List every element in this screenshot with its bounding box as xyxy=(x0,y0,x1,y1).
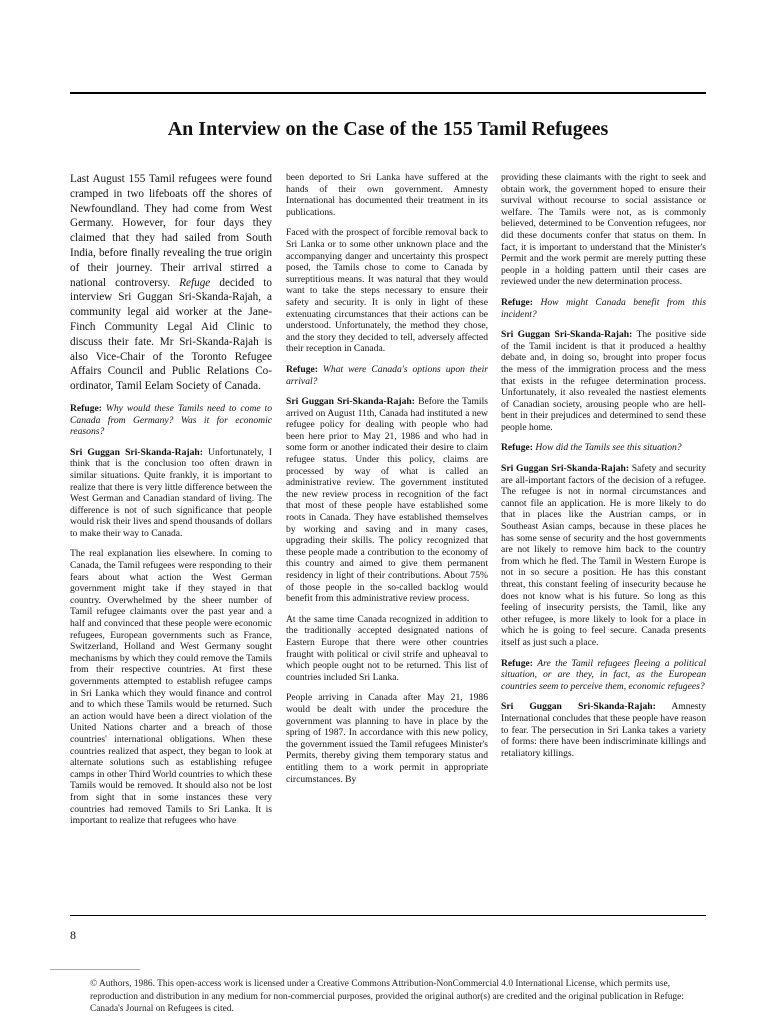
column-2 xyxy=(286,172,488,910)
lead-paragraph xyxy=(70,172,272,394)
speaker-label: Refuge: xyxy=(501,442,533,454)
body-paragraph: providing these claimants with the right to seek and obtain work, the government hoped to ensure their survival without recourse to social assistance or welfare. The Tamils were not, as is commonly believed, determined to be Convention refugees, nor did these documents confer that status on them. In fact, it is important to understand that the Minister's Permit and the work permit are merely putting these people in a holding pattern until their cases are reviewed under the new determination process. xyxy=(501,172,706,288)
page-number: 8 xyxy=(70,928,76,942)
lead-text: Last August 155 Tamil refugees were found cramped in two lifeboats off the shores of Newfoundland. They had come from West Germany. However, for four days they claimed that they had sailed from South India, before finally revealing the true origin of their journey. Their arrival stirred a national controversy. xyxy=(70,173,272,289)
question-text: What were Canada's options upon their arrival? xyxy=(286,363,488,387)
lead-text-continued: decided to interview Sri Guggan Sri-Skanda-Rajah, a community legal aid worker at the Jane-Finch Community Legal Aid Clinic to discuss their fate. Mr Sri-Skanda-Rajah is also Vice-Chair of the Toronto Refugee Affairs Council and Public Relations Co-ordinator, Tamil Eelam Society of Canada. xyxy=(70,276,272,393)
column-3 xyxy=(501,172,706,910)
speaker-label: Sri Guggan Sri-Skanda-Rajah: xyxy=(501,701,656,713)
interview-question xyxy=(70,403,272,438)
speaker-label: Sri Guggan Sri-Skanda-Rajah: xyxy=(70,446,203,458)
column-1 xyxy=(70,172,272,910)
answer-text: The positive side of the Tamil incident is that it produced a healthy debate and, in doing so, brought into proper focus the mess of the immigration process and the mess that exists in the refugee determination process. Unfortunately, it also revealed the nastiest elements of Canadian society, arousing people who are hell-bent in their prejudices and determined to send these people home. xyxy=(501,329,706,433)
answer-text: Before the Tamils arrived on August 11th, Canada had instituted a new refugee policy for dealing with people who had been here prior to May 21, 1986 and who had in some form or another indicated their desire to claim refugee status. Under this policy, claims are processed by way of what is called an administrative review. The government instituted the new review process in recognition of the fact that most of these people have established some roots in Canada. They have established themselves by working and saving and in many cases, upgrading their skills. The policy recognized that these people made a contribution to the economy of this country and aimed to give them permanent residency in light of their contributions. About 75% of those people in the so-called backlog would benefit from this administrative review process. xyxy=(286,396,488,605)
interview-answer xyxy=(501,701,706,759)
speaker-label: Refuge: xyxy=(501,296,533,308)
journal-name: Refuge xyxy=(179,276,211,289)
body-paragraph: Faced with the prospect of forcible removal back to Sri Lanka or to some other unknown place and the accompanying danger and uncertainty this prospect posed, the Tamils chose to come to Canada by surreptitious means. It was natural that they would want to take the steps necessary to ensure their safety and security. It is only in light of these extenuating circumstances that their actions can be understood. Unfortunately, the method they chose, and the story they decided to tell, adversely affected their reception in Canada. xyxy=(286,227,488,355)
interview-question xyxy=(501,297,706,320)
question-text: Why would these Tamils need to come to Canada from Germany? Was it for economic reasons? xyxy=(70,402,272,438)
answer-text: Amnesty International concludes that these people have reason to fear. The persecution in Sri Lanka takes a variety of forms: there have been indiscriminate killings and retaliatory killings. xyxy=(501,701,706,759)
footer-separator xyxy=(50,969,140,970)
bottom-rule xyxy=(70,915,706,916)
license-footer: © Authors, 1986. This open-access work is licensed under a Creative Commons Attribution-NonCommercial 4.0 International License, which permits use, reproduction and distribution in any medium for non-commercial purposes, provided the original author(s) are credited and the original publication in Refuge: Canada's Journal on Refugees is cited. xyxy=(90,979,684,1015)
interview-question xyxy=(501,442,706,454)
interview-answer xyxy=(501,463,706,649)
body-paragraph: At the same time Canada recognized in addition to the traditionally accepted designated nations of Eastern Europe that there were other countries fraught with political or civil strife and upheaval to which people ought not to be returned. This list of countries included Sri Lanka. xyxy=(286,613,488,683)
question-text: How might Canada benefit from this incident? xyxy=(501,296,706,320)
speaker-label: Refuge: xyxy=(286,363,318,375)
interview-answer xyxy=(501,329,706,433)
interview-answer xyxy=(70,447,272,540)
article-title: An Interview on the Case of the 155 Tamil Refugees xyxy=(167,118,609,140)
speaker-label: Sri Guggan Sri-Skanda-Rajah: xyxy=(501,329,633,341)
body-paragraph: People arriving in Canada after May 21, 1986 would be dealt with under the procedure the government was planning to have in place by the spring of 1987. In accordance with this new policy, the government issued the Tamil refugees Minister's Permits, thereby giving them temporary status and entitling them to a work permit in appropriate circumstances. By xyxy=(286,692,488,785)
speaker-label: Sri Guggan Sri-Skanda-Rajah: xyxy=(286,396,415,408)
answer-text: Safety and security are all-important factors of the decision of a refugee. The refugee is not in normal circumstances and cannot file an application. He is more likely to do that in places like the Austrian camps, or in Southeast Asian camps, because in these places he has some sense of security and the host governments are not likely to remove him back to the country from which he fled. The Tamil in Western Europe is not in so secure a position. He has this constant threat, this constant feeling of insecurity because he does not know what is his future. So long as this feeling of insecurity persists, the Tamil, like any other refugee, is more likely to look for a place in which he is going to feel secure. Canada presents itself as just such a place. xyxy=(501,463,706,648)
answer-text: Unfortunately, I think that is the conclusion too often drawn in similar situations. Quite frankly, it is important to realize that there is very little difference between the West German and Canadian standard of living. The difference is not of such significance that people would risk their lives and spend thousands of dollars to make their way to Canada. xyxy=(70,446,272,539)
interview-answer xyxy=(286,396,488,605)
speaker-label: Refuge: xyxy=(70,402,102,414)
body-paragraph: The real explanation lies elsewhere. In coming to Canada, the Tamil refugees were responding to their fears about what action the West German government might take if they stayed in that country. Overwhelmed by the sheer number of Tamil refugee claimants over the past year and a half and convinced that these people were economic refugees, European governments such as France, Switzerland, Holland and West Germany sought mechanisms by which they could remove the Tamils from their respective countries. At first these governments attempted to establish refugee camps in Sri Lanka which they would finance and control and to which these Tamils would be returned. Such an action would have been a direct violation of the United Nations charter and a breach of those countries' international obligations. When these countries realized that aspect, they began to look at alternate solutions such as establishing refugee camps in other Third World countries to which these Tamils would be removed. It should also not be lost from sight that in some instances these very countries had removed Tamils to Sri Lanka. It is important to realize that refugees who have xyxy=(70,548,272,827)
speaker-label: Refuge: xyxy=(501,657,533,669)
speaker-label: Sri Guggan Sri-Skanda-Rajah: xyxy=(501,463,630,475)
interview-question xyxy=(501,658,706,693)
body-paragraph: been deported to Sri Lanka have suffered at the hands of their own government. Amnesty International has documented their treatment in its publications. xyxy=(286,172,488,218)
question-text: How did the Tamils see this situation? xyxy=(532,442,682,454)
question-text: Are the Tamil refugees fleeing a political situation, or are they, in fact, as the European countries seem to perceive them, economic refugees? xyxy=(501,657,706,692)
interview-question xyxy=(286,364,488,387)
top-rule xyxy=(70,92,706,94)
